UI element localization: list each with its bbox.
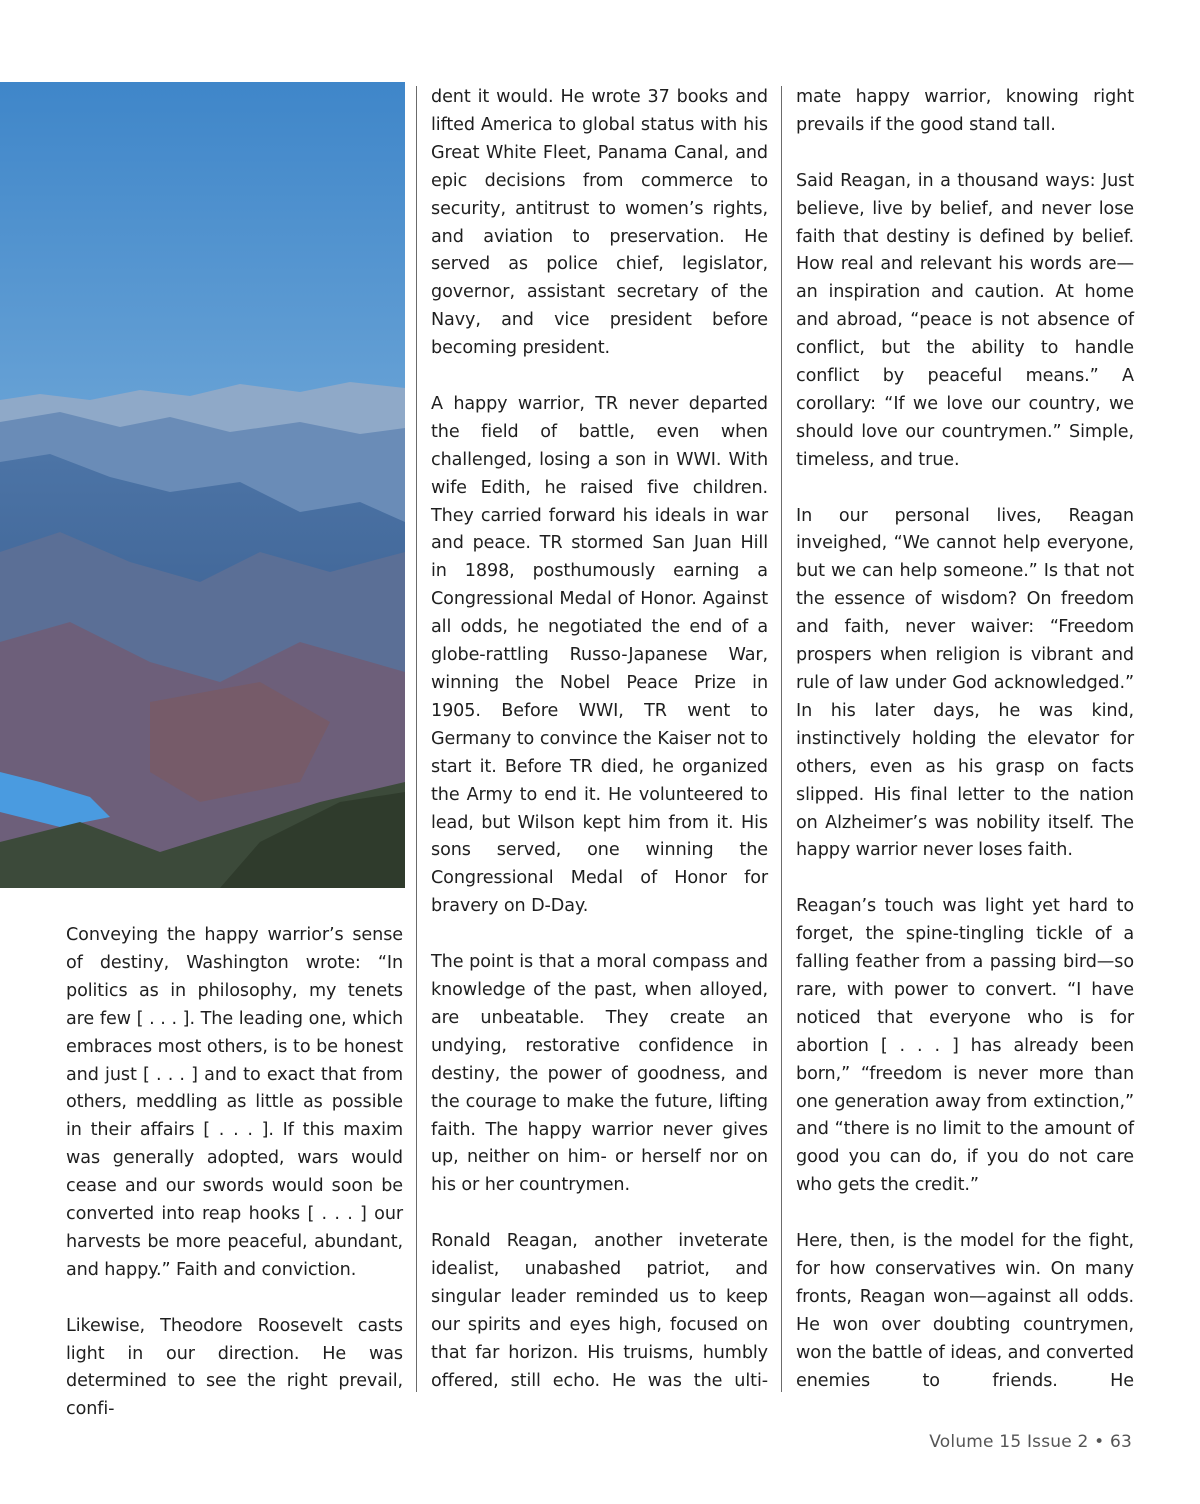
text-column-middle <box>431 84 768 1396</box>
paragraph: dent it would. He wrote 37 books and lifted America to global status with his Great White Fleet, Panama Canal, and epic decisions from commerce to security, antitrust to women’s rights, and aviation to preservation. He served as police chief, legislator, governor, assistant secretary of the Navy, and vice president before becoming president. <box>431 87 768 359</box>
paragraph: Conveying the happy warrior’s sense of destiny, Washington wrote: “In politics as in philosophy, my tenets are few [ . . . ]. The leading one, which embraces most others, is to be honest and just [ . . . ] and to exact that from others, meddling as little as possible in their affairs [ . . . ]. If this maxim was generally adopted, wars would cease and our swords would soon be converted into reap hooks [ . . . ] our harvests be more peaceful, abundant, and happy.” Faith and conviction. <box>66 925 403 1280</box>
paragraph: mate happy warrior, knowing right prevails if the good stand tall. <box>796 87 1134 135</box>
paragraph: Ronald Reagan, another inveterate idealist, unabashed patriot, and singular leader reminded us to keep our spirits and eyes high, focused on that far horizon. His truisms, humbly offered, still echo. He was the ulti- <box>431 1231 768 1391</box>
paragraph: Likewise, Theodore Roosevelt casts light in our direction. He was determined to see the right prevail, confi- <box>66 1315 403 1420</box>
paragraph: In our personal lives, Reagan inveighed, “We cannot help everyone, but we can help someone.” Is that not the essence of wisdom? On freedom and faith, never waiver: “Freedom prospers when religion is vibrant and rule of law under God acknowledged.” In his later days, he was kind, instinctively holding the elevator for others, even as his grasp on facts slipped. His final letter to the nation on Alzheimer’s was nobility itself. The happy warrior never loses faith. <box>796 505 1134 861</box>
paragraph: The point is that a moral compass and knowledge of the past, when alloyed, are unbeatable. They create an undying, restorative confidence in destiny, the power of goodness, and the courage to make the future, lifting faith. The happy warrior never gives up, neither on him- or herself nor on his or her countrymen. <box>431 952 768 1196</box>
paragraph: A happy warrior, TR never departed the field of battle, even when challenged, losing a son in WWI. With wife Edith, he raised five children. They carried forward his ideals in war and peace. TR stormed San Juan Hill in 1898, posthumously earning a Congressional Medal of Honor. Against all odds, he negotiated the end of a globe-rattling Russo-Japanese War, winning the Nobel Peace Prize in 1905. Before WWI, TR went to Germany to convince the Kaiser not to start it. Before TR died, he organized the Army to end it. He volunteered to lead, but Wilson kept him from it. His sons served, one winning the Congressional Medal of Honor for bravery on D-Day. <box>431 393 768 917</box>
mountain-landscape-photo <box>0 82 405 888</box>
column-divider-right <box>781 86 782 1392</box>
paragraph: Here, then, is the model for the fight, for how conservatives win. On many fronts, Reagan won—against all odds. He won over doubting countrymen, won the battle of ideas, and converted enemies to friends. He <box>796 1231 1134 1391</box>
text-column-left <box>66 922 403 1424</box>
text-column-right <box>796 84 1134 1396</box>
column-divider-left <box>416 86 417 1392</box>
paragraph: Said Reagan, in a thousand ways: Just believe, live by belief, and never lose faith that destiny is defined by belief. How real and relevant his words are—an inspiration and caution. At home and abroad, “peace is not absence of conflict, but the ability to handle conflict by peaceful means.” A corollary: “If we love our country, we should love our countrymen.” Simple, timeless, and true. <box>796 170 1134 470</box>
page-folio: Volume 15 Issue 2 • 63 <box>929 1432 1132 1452</box>
paragraph: Reagan’s touch was light yet hard to forget, the spine-tingling tickle of a falling feather from a passing bird—so rare, with power to convert. “I have noticed that everyone who is for abortion [ . . . ] has already been born,” “freedom is never more than one generation away from extinction,” and “there is no limit to the amount of good you can do, if you do not care who gets the credit.” <box>796 896 1134 1196</box>
landscape-illustration <box>0 82 405 888</box>
